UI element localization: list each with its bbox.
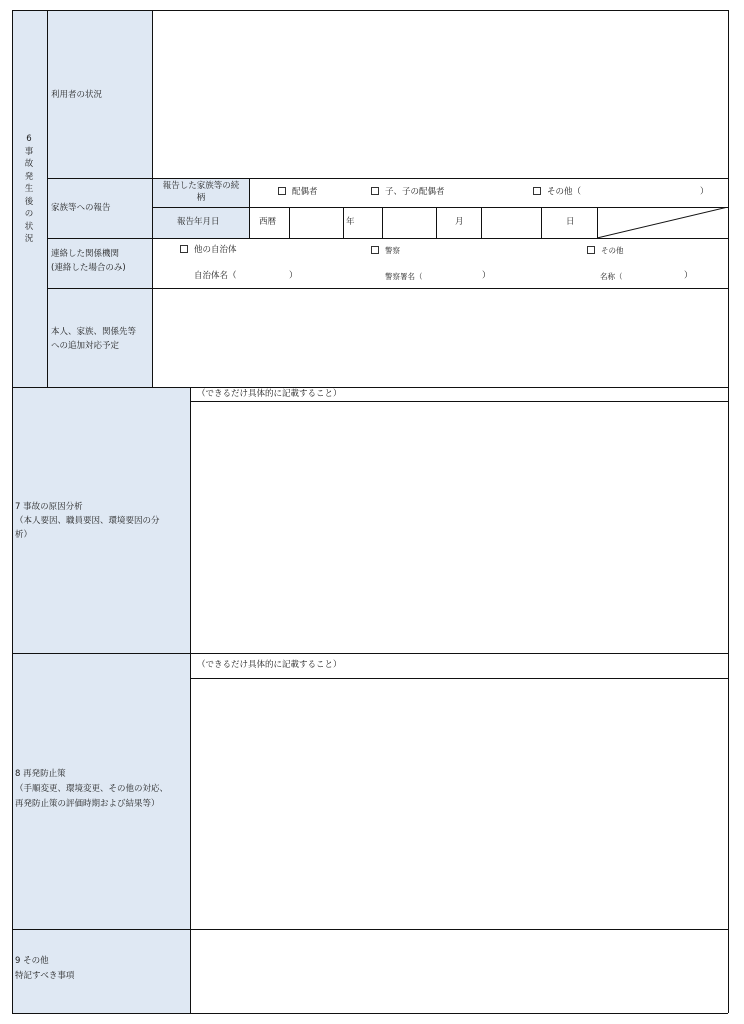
checkbox-icon <box>371 246 379 254</box>
followup-input[interactable] <box>153 289 728 387</box>
section7-note: （できるだけ具体的に記載すること） <box>197 389 342 399</box>
followup-label-cont: への追加対応予定 <box>51 341 120 351</box>
era-label: 西暦 <box>259 217 277 227</box>
section6-number: 6 事 故 発 生 後 の 状 況 <box>24 134 34 244</box>
relation-option-child[interactable]: 子、子の配偶者 <box>371 186 445 199</box>
user-status-input[interactable] <box>153 11 728 178</box>
section7-input[interactable] <box>191 402 728 653</box>
family-report-label: 家族等への報告 <box>51 203 111 213</box>
followup-label: 本人、家族、関係先等 <box>51 327 137 337</box>
agency-option-police[interactable]: 警察 <box>371 244 400 257</box>
month-label: 月 <box>455 217 464 227</box>
checkbox-icon <box>371 187 379 195</box>
section9-title: 9 その他 <box>15 956 49 966</box>
municipality-name-label: 自治体名（ <box>194 271 237 281</box>
relation-option-spouse[interactable]: 配偶者 <box>278 186 318 199</box>
year-input[interactable] <box>290 208 343 238</box>
section8-title: 8 再発防止策 <box>15 769 66 779</box>
day-input[interactable] <box>482 208 541 238</box>
police-station-label: 警察署名（ <box>385 272 423 281</box>
report-date-label: 報告年月日 <box>177 217 220 227</box>
agency-label: 連絡した関係機関 <box>51 249 120 259</box>
checkbox-icon <box>278 187 286 195</box>
checkbox-icon <box>533 187 541 195</box>
other-name-close: ） <box>684 271 693 281</box>
day-label: 日 <box>566 217 575 227</box>
checkbox-icon <box>180 245 188 253</box>
section9-input[interactable] <box>191 930 728 1013</box>
section8-input[interactable] <box>191 679 728 929</box>
section8-note: （できるだけ具体的に記載すること） <box>197 660 342 670</box>
month-input[interactable] <box>383 208 436 238</box>
user-status-label: 利用者の状況 <box>51 90 103 100</box>
agency-option-other[interactable]: その他 <box>587 244 624 257</box>
section7-subtitle-cont: 析） <box>15 530 33 540</box>
section8-subtitle: （手順変更、環境変更、その他の対応、 <box>15 784 169 794</box>
other-name-label: 名称（ <box>600 272 623 281</box>
section7-subtitle: （本人要因、職員要因、環境要因の分 <box>15 516 160 526</box>
section7-title: 7 事故の原因分析 <box>15 502 83 512</box>
section8-subtitle-cont: 再発防止策の評価時期および結果等） <box>15 799 160 809</box>
police-station-close: ） <box>482 271 491 281</box>
year-label: 年 <box>346 217 355 227</box>
checkbox-icon <box>587 246 595 254</box>
date-slash-line <box>597 207 728 238</box>
section9-subtitle: 特記すべき事項 <box>15 971 75 981</box>
relation-label: 報告した家族等の続柄 <box>162 181 240 203</box>
relation-option-other[interactable]: その他（ <box>533 186 581 199</box>
agency-label-note: (連絡した場合のみ) <box>51 263 126 273</box>
municipality-name-close: ） <box>289 271 298 281</box>
agency-option-municipality[interactable]: 他の自治体 <box>180 244 237 257</box>
relation-other-close: ） <box>700 187 709 197</box>
